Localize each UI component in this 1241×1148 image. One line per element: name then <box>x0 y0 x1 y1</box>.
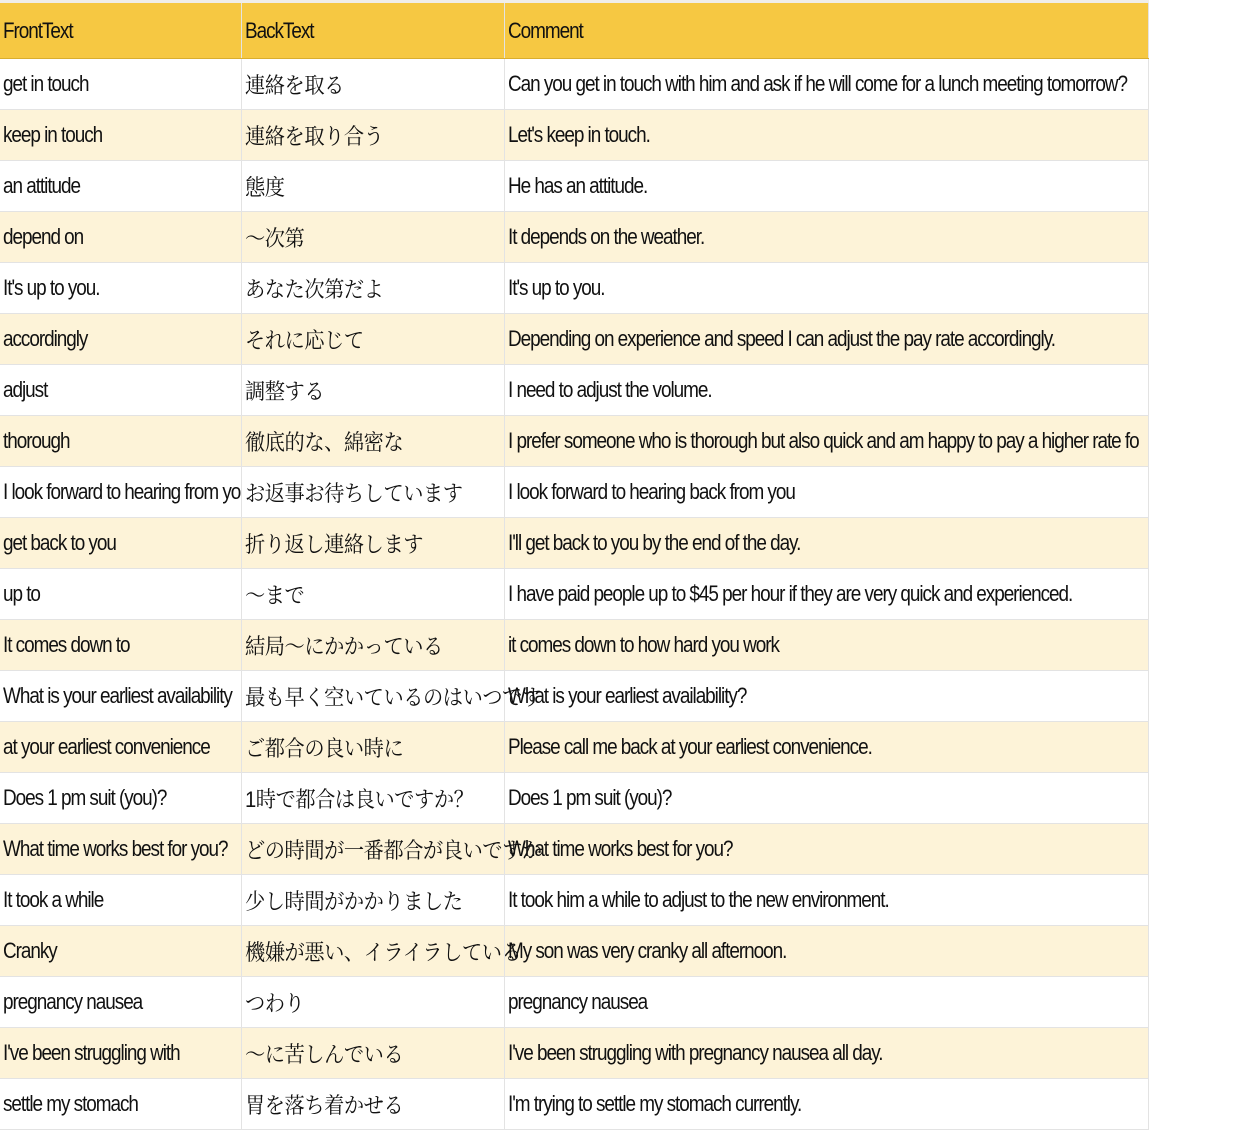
comment-cell[interactable] <box>504 467 1148 518</box>
back-text-cell-text: 少し時間がかかりました <box>244 888 463 914</box>
comment-cell-text: What is your earliest availability? <box>507 683 746 708</box>
front-text-cell[interactable] <box>0 977 241 1028</box>
front-text-cell-text: thorough <box>3 428 70 453</box>
front-text-cell-text: It comes down to <box>3 632 130 657</box>
comment-cell[interactable] <box>504 365 1148 416</box>
front-text-cell-text: get back to you <box>3 530 116 555</box>
front-text-cell[interactable] <box>0 569 241 620</box>
back-text-cell[interactable] <box>241 773 504 824</box>
back-text-cell[interactable] <box>241 620 504 671</box>
comment-cell-text: I look forward to hearing back from you <box>507 479 795 504</box>
back-text-cell[interactable] <box>241 569 504 620</box>
back-text-cell[interactable] <box>241 110 504 161</box>
front-text-cell[interactable] <box>0 365 241 416</box>
front-text-cell-text: pregnancy nausea <box>3 989 143 1014</box>
back-text-cell-text: 最も早く空いているのはいつです <box>244 684 542 710</box>
back-text-cell[interactable] <box>241 212 504 263</box>
comment-cell[interactable] <box>504 875 1148 926</box>
back-text-cell-text: つわり <box>244 990 304 1016</box>
back-text-cell[interactable] <box>241 977 504 1028</box>
front-text-cell-text: settle my stomach <box>3 1091 138 1116</box>
back-text-cell-text: お返事お待ちしています <box>244 480 463 506</box>
comment-cell[interactable] <box>504 1079 1148 1130</box>
table-row <box>0 416 1148 467</box>
back-text-cell[interactable] <box>241 926 521 977</box>
table-row <box>0 875 1148 926</box>
front-text-cell[interactable] <box>0 926 241 977</box>
back-text-cell-text: ご都合の良い時に <box>244 735 403 761</box>
table-row <box>0 365 1148 416</box>
back-text-cell[interactable] <box>241 161 504 212</box>
front-text-cell-text: I look forward to hearing from yo <box>3 479 241 504</box>
back-text-cell-text: 結局～にかかっている <box>244 633 443 659</box>
front-text-cell[interactable] <box>0 263 241 314</box>
front-text-cell[interactable] <box>0 875 241 926</box>
front-text-cell-text: Does 1 pm suit (you)? <box>3 785 167 810</box>
comment-cell[interactable] <box>504 773 1148 824</box>
comment-cell[interactable] <box>504 212 1148 263</box>
comment-cell-text: I've been struggling with pregnancy nausea all day. <box>507 1040 883 1065</box>
table-row <box>0 722 1148 773</box>
table-row <box>0 977 1148 1028</box>
comment-cell-text: Does 1 pm suit (you)? <box>507 785 671 810</box>
comment-cell[interactable] <box>504 518 1148 569</box>
front-text-cell[interactable] <box>0 467 241 518</box>
comment-cell[interactable] <box>504 314 1148 365</box>
front-text-cell-text: get in touch <box>3 71 89 96</box>
back-text-cell-text: 胃を落ち着かせる <box>244 1092 403 1118</box>
back-text-cell[interactable] <box>241 467 504 518</box>
back-text-cell-text: ～次第 <box>244 225 304 251</box>
comment-cell-text: I prefer someone who is thorough but also quick and am happy to pay a higher rate fo <box>507 428 1139 453</box>
front-text-cell[interactable] <box>0 620 241 671</box>
front-text-cell-text: at your earliest convenience <box>3 734 210 759</box>
back-text-cell[interactable] <box>241 1028 504 1079</box>
header-row <box>0 2 1148 59</box>
front-text-cell[interactable] <box>0 518 241 569</box>
comment-cell-text: It depends on the weather. <box>507 224 704 249</box>
front-text-cell-text: It took a while <box>3 887 104 912</box>
comment-cell-text: Depending on experience and speed I can adjust the pay rate accordingly. <box>507 326 1055 351</box>
table-row <box>0 1079 1148 1130</box>
back-text-cell[interactable] <box>241 263 504 314</box>
back-text-cell[interactable] <box>241 416 504 467</box>
comment-cell-text: My son was very cranky all afternoon. <box>507 938 786 963</box>
comment-cell-text: Let's keep in touch. <box>507 122 650 147</box>
comment-cell[interactable] <box>504 824 1148 875</box>
table-row <box>0 1028 1148 1079</box>
back-text-cell[interactable] <box>241 671 542 722</box>
comment-cell-text: Please call me back at your earliest convenience. <box>507 734 872 759</box>
table-row <box>0 212 1148 263</box>
front-text-cell[interactable] <box>0 212 241 263</box>
front-text-cell[interactable] <box>0 1028 241 1079</box>
table-row <box>0 773 1148 824</box>
comment-cell[interactable] <box>504 569 1148 620</box>
comment-cell-text: It took him a while to adjust to the new environment. <box>507 887 889 912</box>
comment-cell[interactable] <box>504 620 1148 671</box>
table-row <box>0 467 1148 518</box>
front-text-cell-text: I've been struggling with <box>3 1040 180 1065</box>
back-text-cell-text: 連絡を取り合う <box>244 123 383 149</box>
comment-cell[interactable] <box>504 977 1148 1028</box>
front-text-cell[interactable] <box>0 416 241 467</box>
back-text-cell[interactable] <box>241 518 504 569</box>
front-text-cell[interactable] <box>0 314 241 365</box>
front-text-cell[interactable] <box>0 824 241 875</box>
front-text-cell[interactable] <box>0 722 241 773</box>
back-text-cell[interactable] <box>241 314 504 365</box>
comment-cell-text: pregnancy nausea <box>507 989 647 1014</box>
back-text-cell-text: ～に苦しんでいる <box>244 1041 403 1067</box>
comment-cell-text: It's up to you. <box>507 275 604 300</box>
comment-cell[interactable] <box>504 110 1148 161</box>
back-text-cell[interactable] <box>241 365 504 416</box>
back-text-cell-text: 連絡を取る <box>244 72 344 98</box>
front-text-cell-text: Cranky <box>3 938 57 963</box>
table-row <box>0 671 1148 722</box>
table-row <box>0 314 1148 365</box>
back-text-cell[interactable] <box>241 722 504 773</box>
header-cell-fronttext[interactable]: FrontText <box>0 2 241 59</box>
table-row <box>0 518 1148 569</box>
comment-cell[interactable] <box>504 671 1148 722</box>
comment-cell[interactable] <box>504 1028 1148 1079</box>
front-text-cell-text: keep in touch <box>3 122 103 147</box>
comment-cell-text: I'm trying to settle my stomach currently. <box>507 1091 801 1116</box>
front-text-cell-text: accordingly <box>3 326 88 351</box>
table-row <box>0 161 1148 212</box>
comment-cell[interactable] <box>504 59 1148 110</box>
comment-cell-text: Can you get in touch with him and ask if he will come for a lunch meeting tomorrow? <box>507 71 1127 96</box>
front-text-cell[interactable] <box>0 773 241 824</box>
table-row <box>0 620 1148 671</box>
back-text-cell[interactable] <box>241 875 504 926</box>
comment-cell[interactable] <box>504 926 1148 977</box>
back-text-cell-text: あなた次第だよ <box>244 276 383 302</box>
back-text-cell-text: 機嫌が悪い、イライラしている <box>244 939 521 965</box>
comment-cell-text: I have paid people up to $45 per hour if they are very quick and experienced. <box>507 581 1072 606</box>
comment-cell-text: What time works best for you? <box>507 836 733 861</box>
front-text-cell[interactable] <box>0 1079 241 1130</box>
back-text-cell[interactable] <box>241 59 504 110</box>
front-text-cell-text: up to <box>3 581 40 606</box>
comment-cell-text: I need to adjust the volume. <box>507 377 712 402</box>
front-text-cell-text: What is your earliest availability <box>3 683 232 708</box>
table-row <box>0 926 1148 977</box>
front-text-cell[interactable] <box>0 161 241 212</box>
front-text-cell[interactable] <box>0 671 241 722</box>
comment-cell[interactable] <box>504 263 1148 314</box>
comment-cell[interactable] <box>504 161 1148 212</box>
back-text-cell-text: 調整する <box>244 378 324 404</box>
front-text-cell-text: an attitude <box>3 173 81 198</box>
back-text-cell-text: それに応じて <box>244 327 364 353</box>
back-text-cell-text: 1時で都合は良いですか？ <box>244 786 473 812</box>
front-text-cell-text: depend on <box>3 224 84 249</box>
table-row <box>0 110 1148 161</box>
front-text-cell-text: adjust <box>3 377 48 402</box>
front-text-cell-text: What time works best for you? <box>3 836 228 861</box>
comment-cell-text: I'll get back to you by the end of the day. <box>507 530 800 555</box>
table-row <box>0 824 1148 875</box>
header-cell-comment[interactable]: Comment <box>504 2 1148 59</box>
comment-cell[interactable] <box>504 722 1148 773</box>
table-row <box>0 263 1148 314</box>
table-row <box>0 59 1148 110</box>
back-text-cell-text: 徹底的な、綿密な <box>244 429 403 455</box>
back-text-cell-text: 態度 <box>244 174 285 200</box>
header-cell-backtext[interactable]: BackText <box>241 2 504 59</box>
comment-cell-text: it comes down to how hard you work <box>507 632 779 657</box>
comment-cell-text: He has an attitude. <box>507 173 647 198</box>
back-text-cell[interactable] <box>241 824 542 875</box>
front-text-cell[interactable] <box>0 110 241 161</box>
comment-cell[interactable] <box>504 416 1148 467</box>
table-row <box>0 569 1148 620</box>
back-text-cell-text: ～まで <box>244 582 304 608</box>
back-text-cell-text: どの時間が一番都合が良いですか <box>244 837 542 863</box>
back-text-cell[interactable] <box>241 1079 504 1130</box>
back-text-cell-text: 折り返し連絡します <box>244 531 423 557</box>
front-text-cell-text: It's up to you. <box>3 275 100 300</box>
front-text-cell[interactable] <box>0 59 241 110</box>
